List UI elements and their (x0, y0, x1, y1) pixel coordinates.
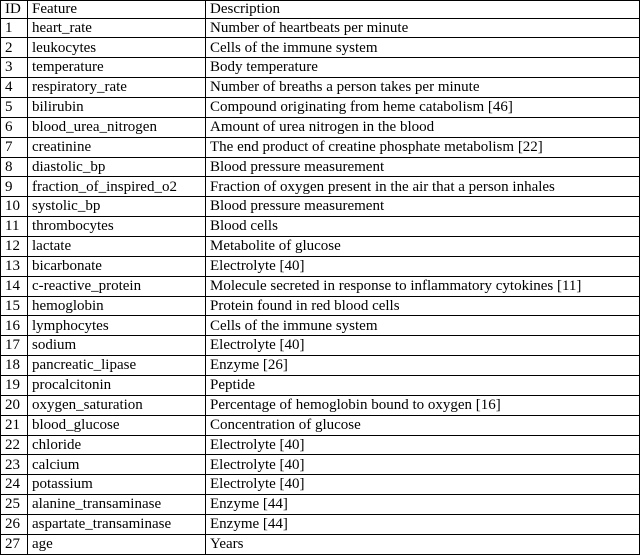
table-row (1, 97, 640, 117)
row-id-cell: 26 (1, 514, 28, 534)
table-row (1, 276, 640, 296)
feature-cell: chloride (28, 435, 206, 455)
description-cell: The end product of creatine phosphate metabolism [22] (206, 137, 640, 157)
description-cell: Molecule secreted in response to inflammatory cytokines [11] (206, 276, 640, 296)
feature-cell: c-reactive_protein (28, 276, 206, 296)
row-id-cell: 16 (1, 316, 28, 336)
row-id-cell: 27 (1, 534, 28, 554)
feature-cell: potassium (28, 475, 206, 495)
header-id: ID (1, 1, 28, 19)
description-cell: Amount of urea nitrogen in the blood (206, 117, 640, 137)
feature-cell: blood_glucose (28, 415, 206, 435)
table-body (1, 18, 640, 555)
description-cell: Blood pressure measurement (206, 157, 640, 177)
feature-cell: sodium (28, 336, 206, 356)
table-row (1, 415, 640, 435)
table-row (1, 375, 640, 395)
table-header-row (1, 1, 640, 19)
feature-cell: alanine_transaminase (28, 495, 206, 515)
description-cell: Compound originating from heme catabolism [46] (206, 97, 640, 117)
description-cell: Number of heartbeats per minute (206, 18, 640, 38)
description-cell: Protein found in red blood cells (206, 296, 640, 316)
feature-cell: diastolic_bp (28, 157, 206, 177)
description-cell: Peptide (206, 375, 640, 395)
description-cell: Metabolite of glucose (206, 236, 640, 256)
feature-cell: aspartate_transaminase (28, 514, 206, 534)
row-id-cell: 14 (1, 276, 28, 296)
row-id-cell: 12 (1, 236, 28, 256)
feature-cell: procalcitonin (28, 375, 206, 395)
table-row (1, 217, 640, 237)
row-id-cell: 7 (1, 137, 28, 157)
row-id-cell: 3 (1, 58, 28, 78)
row-id-cell: 10 (1, 197, 28, 217)
row-id-cell: 11 (1, 217, 28, 237)
row-id-cell: 8 (1, 157, 28, 177)
table-row (1, 495, 640, 515)
feature-cell: lactate (28, 236, 206, 256)
row-id-cell: 15 (1, 296, 28, 316)
description-cell: Electrolyte [40] (206, 256, 640, 276)
description-cell: Number of breaths a person takes per minute (206, 78, 640, 98)
feature-cell: systolic_bp (28, 197, 206, 217)
table-row (1, 356, 640, 376)
table-row (1, 296, 640, 316)
row-id-cell: 17 (1, 336, 28, 356)
row-id-cell: 25 (1, 495, 28, 515)
feature-cell: respiratory_rate (28, 78, 206, 98)
row-id-cell: 23 (1, 455, 28, 475)
description-cell: Electrolyte [40] (206, 475, 640, 495)
feature-cell: calcium (28, 455, 206, 475)
table-row (1, 435, 640, 455)
row-id-cell: 19 (1, 375, 28, 395)
description-cell: Enzyme [44] (206, 514, 640, 534)
row-id-cell: 24 (1, 475, 28, 495)
description-cell: Percentage of hemoglobin bound to oxygen [16] (206, 395, 640, 415)
feature-cell: temperature (28, 58, 206, 78)
table-row (1, 137, 640, 157)
table-row (1, 18, 640, 38)
description-cell: Blood pressure measurement (206, 197, 640, 217)
description-cell: Cells of the immune system (206, 38, 640, 58)
description-cell: Concentration of glucose (206, 415, 640, 435)
row-id-cell: 20 (1, 395, 28, 415)
table-row (1, 177, 640, 197)
table-row (1, 38, 640, 58)
row-id-cell: 6 (1, 117, 28, 137)
table-row (1, 236, 640, 256)
description-cell: Fraction of oxygen present in the air that a person inhales (206, 177, 640, 197)
description-cell: Cells of the immune system (206, 316, 640, 336)
feature-cell: bilirubin (28, 97, 206, 117)
description-cell: Enzyme [26] (206, 356, 640, 376)
feature-cell: bicarbonate (28, 256, 206, 276)
header-description: Description (206, 1, 640, 19)
header-feature: Feature (28, 1, 206, 19)
row-id-cell: 21 (1, 415, 28, 435)
row-id-cell: 2 (1, 38, 28, 58)
table-row (1, 157, 640, 177)
feature-cell: oxygen_saturation (28, 395, 206, 415)
table-row (1, 475, 640, 495)
description-cell: Blood cells (206, 217, 640, 237)
row-id-cell: 1 (1, 18, 28, 38)
description-cell: Enzyme [44] (206, 495, 640, 515)
table-row (1, 78, 640, 98)
feature-cell: blood_urea_nitrogen (28, 117, 206, 137)
table-row (1, 395, 640, 415)
row-id-cell: 18 (1, 356, 28, 376)
feature-cell: age (28, 534, 206, 554)
table-row (1, 316, 640, 336)
table-row (1, 534, 640, 554)
feature-cell: thrombocytes (28, 217, 206, 237)
row-id-cell: 22 (1, 435, 28, 455)
description-cell: Electrolyte [40] (206, 435, 640, 455)
feature-cell: lymphocytes (28, 316, 206, 336)
row-id-cell: 4 (1, 78, 28, 98)
feature-cell: hemoglobin (28, 296, 206, 316)
description-cell: Years (206, 534, 640, 554)
table-row (1, 455, 640, 475)
description-cell: Electrolyte [40] (206, 336, 640, 356)
table-row (1, 58, 640, 78)
table-row (1, 514, 640, 534)
table-row (1, 256, 640, 276)
table-row (1, 117, 640, 137)
description-cell: Body temperature (206, 58, 640, 78)
description-cell: Electrolyte [40] (206, 455, 640, 475)
table-row (1, 336, 640, 356)
row-id-cell: 9 (1, 177, 28, 197)
feature-cell: creatinine (28, 137, 206, 157)
row-id-cell: 5 (1, 97, 28, 117)
row-id-cell: 13 (1, 256, 28, 276)
feature-cell: leukocytes (28, 38, 206, 58)
table-row (1, 197, 640, 217)
feature-cell: pancreatic_lipase (28, 356, 206, 376)
feature-cell: fraction_of_inspired_o2 (28, 177, 206, 197)
feature-cell: heart_rate (28, 18, 206, 38)
